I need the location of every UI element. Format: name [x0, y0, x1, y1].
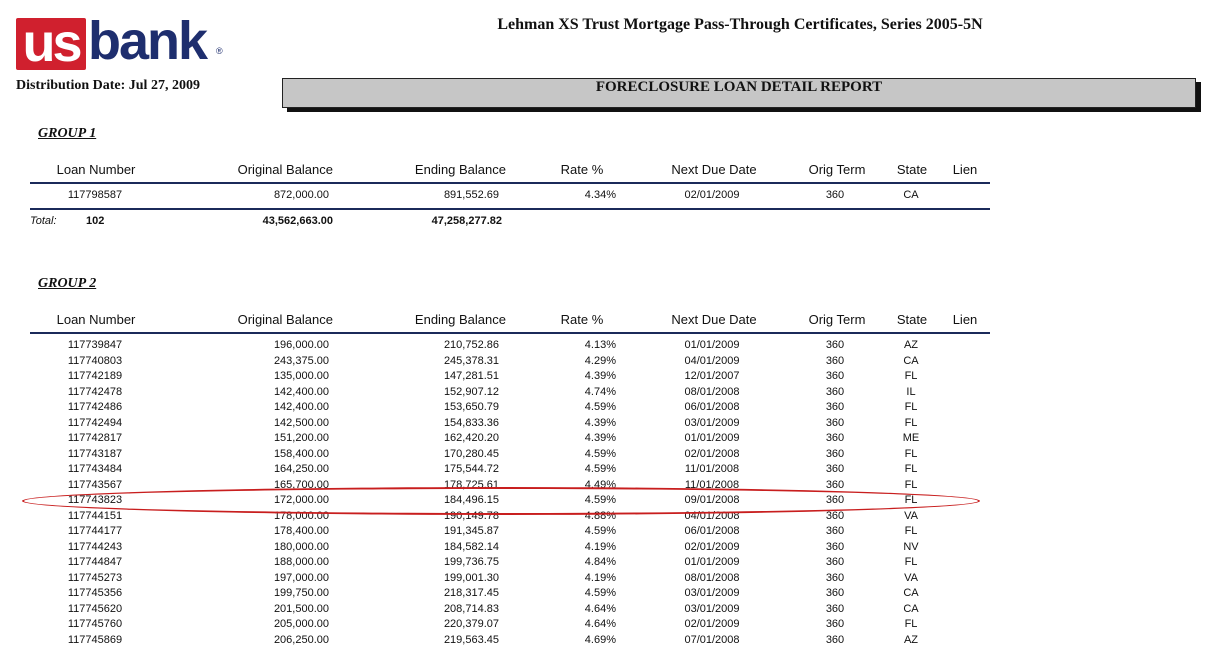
cell-state: CA: [903, 602, 919, 615]
group2-header-rule: [30, 332, 990, 334]
logo-bank-text: bank: [88, 11, 207, 71]
cell-orig-term: 360: [825, 556, 845, 568]
cell-loan-number: 117744177: [67, 525, 123, 537]
cell-ending-balance: 210,752.86: [443, 339, 499, 351]
table-row: [0, 432, 1000, 446]
cell-loan-number: 117745620: [67, 602, 123, 615]
cell-loan-number: 117745869: [67, 633, 123, 646]
cell-next-due-date: 01/01/2009: [684, 339, 740, 351]
table-row: [0, 401, 1000, 415]
cell-orig-term: 360: [825, 540, 845, 553]
cell-state: AZ: [903, 633, 919, 646]
cell-rate: 4.59%: [584, 494, 616, 506]
col-header-original-balance: Original Balance: [237, 162, 333, 177]
cell-state: FL: [904, 447, 918, 460]
cell-original-balance: 205,000.00: [273, 618, 329, 630]
cell-state: FL: [904, 525, 918, 537]
cell-orig-term: 360: [825, 432, 845, 444]
total-original-balance: 43,562,663.00: [262, 215, 333, 227]
cell-next-due-date: 02/01/2009: [684, 189, 740, 201]
cell-rate: 4.39%: [584, 370, 616, 382]
cell-loan-number: 117742817: [67, 432, 123, 444]
col-header-loan-number: Loan Number: [56, 312, 136, 327]
cell-original-balance: 172,000.00: [273, 494, 329, 506]
cell-ending-balance: 191,345.87: [443, 525, 499, 537]
cell-ending-balance: 199,736.75: [443, 556, 499, 568]
usbank-logo: [16, 10, 236, 72]
cell-next-due-date: 12/01/2007: [684, 370, 740, 382]
cell-state: VA: [904, 571, 918, 584]
cell-state: FL: [904, 401, 918, 413]
total-label: Total:: [30, 215, 57, 227]
cell-original-balance: 164,250.00: [273, 463, 329, 475]
total-ending-balance: 47,258,277.82: [431, 215, 502, 227]
distribution-date: Distribution Date: Jul 27, 2009: [16, 78, 200, 93]
cell-ending-balance: 219,563.45: [443, 633, 499, 646]
cell-original-balance: 142,400.00: [273, 401, 329, 413]
cell-orig-term: 360: [825, 385, 845, 398]
table-row: [0, 463, 1000, 477]
cell-state: FL: [904, 556, 918, 568]
cell-rate: 4.19%: [584, 540, 616, 553]
cell-rate: 4.64%: [584, 618, 616, 630]
cell-rate: 4.49%: [584, 478, 616, 491]
cell-next-due-date: 03/01/2009: [684, 587, 740, 599]
cell-rate: 4.64%: [584, 602, 616, 615]
cell-next-due-date: 02/01/2008: [684, 447, 740, 460]
cell-ending-balance: 152,907.12: [443, 385, 499, 398]
cell-orig-term: 360: [825, 602, 845, 615]
cell-state: ME: [902, 432, 920, 444]
cell-loan-number: 117740803: [67, 354, 123, 367]
cell-next-due-date: 02/01/2009: [684, 540, 740, 553]
cell-original-balance: 243,375.00: [273, 354, 329, 367]
report-title: FORECLOSURE LOAN DETAIL REPORT: [595, 79, 883, 95]
cell-state: IL: [906, 385, 916, 398]
cell-loan-number: 117745356: [67, 587, 123, 599]
cell-rate: 4.59%: [584, 587, 616, 599]
cell-loan-number: 117742189: [67, 370, 123, 382]
cell-original-balance: 178,400.00: [273, 525, 329, 537]
col-header-orig-term: Orig Term: [808, 312, 866, 327]
cell-rate: 4.88%: [584, 509, 616, 522]
group1-header-rule: [30, 182, 990, 184]
cell-rate: 4.34%: [584, 189, 616, 201]
cell-next-due-date: 02/01/2009: [684, 618, 740, 630]
cell-next-due-date: 06/01/2008: [684, 525, 740, 537]
cell-next-due-date: 04/01/2009: [684, 354, 740, 367]
table-row: [0, 587, 1000, 601]
table-row: [0, 386, 1000, 400]
cell-rate: 4.39%: [584, 416, 616, 429]
cell-original-balance: 197,000.00: [273, 571, 329, 584]
cell-original-balance: 158,400.00: [273, 447, 329, 460]
cell-ending-balance: 184,582.14: [443, 540, 499, 553]
cell-loan-number: 117739847: [67, 339, 123, 351]
cell-original-balance: 135,000.00: [273, 370, 329, 382]
cell-original-balance: 142,500.00: [273, 416, 329, 429]
cell-orig-term: 360: [825, 189, 845, 201]
col-header-ending-balance: Ending Balance: [414, 162, 506, 177]
cell-rate: 4.84%: [584, 556, 616, 568]
col-header-original-balance: Original Balance: [237, 312, 333, 327]
cell-state: CA: [903, 189, 919, 201]
col-header-next-due-date: Next Due Date: [671, 162, 757, 177]
cell-loan-number: 117742486: [67, 401, 123, 413]
cell-next-due-date: 03/01/2009: [684, 602, 740, 615]
cell-next-due-date: 08/01/2008: [684, 571, 740, 584]
cell-rate: 4.19%: [584, 571, 616, 584]
col-header-state: State: [896, 162, 928, 177]
cell-next-due-date: 11/01/2008: [684, 463, 740, 475]
col-header-lien: Lien: [952, 312, 978, 327]
col-header-orig-term: Orig Term: [808, 162, 866, 177]
cell-orig-term: 360: [825, 354, 845, 367]
cell-state: AZ: [903, 339, 919, 351]
cell-orig-term: 360: [825, 618, 845, 630]
cell-loan-number: 117744243: [67, 540, 123, 553]
document-title: Lehman XS Trust Mortgage Pass-Through Certificates, Series 2005-5N: [497, 16, 983, 33]
cell-next-due-date: 03/01/2009: [684, 416, 740, 429]
group1-total-row: [0, 215, 1000, 229]
cell-state: VA: [904, 509, 918, 522]
cell-orig-term: 360: [825, 478, 845, 491]
cell-next-due-date: 07/01/2008: [684, 633, 740, 646]
cell-original-balance: 188,000.00: [273, 556, 329, 568]
cell-state: FL: [904, 478, 918, 491]
cell-rate: 4.74%: [584, 385, 616, 398]
highlight-ellipse: [22, 487, 980, 515]
cell-ending-balance: 153,650.79: [443, 401, 499, 413]
cell-original-balance: 165,700.00: [273, 478, 329, 491]
table-row: [0, 339, 1000, 353]
cell-orig-term: 360: [825, 494, 845, 506]
group2-column-headers: [0, 312, 1000, 330]
table-row: [0, 448, 1000, 462]
cell-orig-term: 360: [825, 525, 845, 537]
cell-next-due-date: 08/01/2008: [684, 385, 740, 398]
cell-original-balance: 872,000.00: [273, 189, 329, 201]
cell-ending-balance: 147,281.51: [443, 370, 499, 382]
table-row: [0, 618, 1000, 632]
cell-rate: 4.39%: [584, 432, 616, 444]
cell-loan-number: 117743484: [67, 463, 123, 475]
cell-orig-term: 360: [825, 463, 845, 475]
cell-state: FL: [904, 618, 918, 630]
cell-ending-balance: 184,496.15: [443, 494, 499, 506]
table-row: [0, 370, 1000, 384]
cell-ending-balance: 220,379.07: [443, 618, 499, 630]
cell-original-balance: 199,750.00: [273, 587, 329, 599]
cell-orig-term: 360: [825, 509, 845, 522]
logo-us-block: [16, 13, 86, 73]
cell-ending-balance: 199,001.30: [443, 571, 499, 584]
cell-state: CA: [903, 587, 919, 599]
cell-next-due-date: 11/01/2008: [684, 478, 740, 491]
cell-ending-balance: 245,378.31: [443, 354, 499, 367]
cell-state: NV: [903, 540, 919, 553]
logo-us-text: us: [22, 13, 80, 73]
cell-loan-number: 117745273: [67, 571, 123, 584]
cell-loan-number: 117743187: [67, 447, 123, 460]
col-header-rate: Rate %: [560, 312, 604, 327]
cell-original-balance: 151,200.00: [273, 432, 329, 444]
cell-rate: 4.59%: [584, 447, 616, 460]
cell-next-due-date: 06/01/2008: [684, 401, 740, 413]
cell-state: FL: [904, 416, 918, 429]
table-row: [0, 189, 1000, 203]
col-header-ending-balance: Ending Balance: [414, 312, 506, 327]
cell-orig-term: 360: [825, 571, 845, 584]
col-header-state: State: [896, 312, 928, 327]
cell-ending-balance: 208,714.83: [443, 602, 499, 615]
cell-loan-number: 117743567: [67, 478, 123, 491]
cell-next-due-date: 01/01/2009: [684, 556, 740, 568]
table-row: [0, 541, 1000, 555]
cell-rate: 4.13%: [584, 339, 616, 351]
cell-state: FL: [904, 494, 918, 506]
cell-rate: 4.69%: [584, 633, 616, 646]
cell-state: CA: [903, 354, 919, 367]
cell-original-balance: 201,500.00: [273, 602, 329, 615]
cell-rate: 4.59%: [584, 401, 616, 413]
group1-total-rule: [30, 208, 990, 210]
cell-rate: 4.59%: [584, 463, 616, 475]
cell-state: FL: [904, 463, 918, 475]
table-row: [0, 417, 1000, 431]
cell-ending-balance: 190,149.78: [443, 509, 499, 522]
cell-orig-term: 360: [825, 401, 845, 413]
group2-heading: GROUP 2: [38, 276, 97, 291]
cell-rate: 4.29%: [584, 354, 616, 367]
cell-loan-number: 117745760: [67, 618, 123, 630]
cell-next-due-date: 04/01/2008: [684, 509, 740, 522]
total-count: 102: [86, 215, 105, 227]
cell-ending-balance: 175,544.72: [443, 463, 499, 475]
cell-rate: 4.59%: [584, 525, 616, 537]
cell-loan-number: 117744151: [67, 509, 123, 522]
cell-ending-balance: 178,725.61: [443, 478, 499, 491]
cell-orig-term: 360: [825, 587, 845, 599]
cell-loan-number: 117742478: [67, 385, 123, 398]
cell-orig-term: 360: [825, 447, 845, 460]
col-header-lien: Lien: [952, 162, 978, 177]
cell-state: FL: [904, 370, 918, 382]
cell-loan-number: 117744847: [67, 556, 123, 568]
table-row: [0, 355, 1000, 369]
table-row: [0, 634, 1000, 648]
cell-ending-balance: 170,280.45: [443, 447, 499, 460]
group1-column-headers: [0, 162, 1000, 180]
col-header-rate: Rate %: [560, 162, 604, 177]
table-row: [0, 525, 1000, 539]
cell-loan-number: 117743823: [67, 494, 123, 506]
cell-orig-term: 360: [825, 339, 845, 351]
col-header-next-due-date: Next Due Date: [671, 312, 757, 327]
cell-original-balance: 142,400.00: [273, 385, 329, 398]
cell-orig-term: 360: [825, 370, 845, 382]
cell-next-due-date: 09/01/2008: [684, 494, 740, 506]
group1-heading: GROUP 1: [38, 126, 97, 141]
cell-loan-number: 117742494: [67, 416, 123, 429]
col-header-loan-number: Loan Number: [56, 162, 136, 177]
cell-ending-balance: 154,833.36: [443, 416, 499, 429]
table-row: [0, 603, 1000, 617]
cell-original-balance: 206,250.00: [273, 633, 329, 646]
cell-original-balance: 196,000.00: [273, 339, 329, 351]
table-row: [0, 556, 1000, 570]
cell-original-balance: 178,000.00: [273, 509, 329, 522]
table-row: [0, 572, 1000, 586]
cell-ending-balance: 162,420.20: [443, 432, 499, 444]
cell-orig-term: 360: [825, 416, 845, 429]
logo-registered-mark: ®: [216, 46, 223, 56]
cell-ending-balance: 891,552.69: [443, 189, 499, 201]
cell-ending-balance: 218,317.45: [443, 587, 499, 599]
cell-loan-number: 117798587: [67, 189, 123, 201]
report-title-banner: [282, 78, 1196, 108]
cell-orig-term: 360: [825, 633, 845, 646]
cell-next-due-date: 01/01/2009: [684, 432, 740, 444]
cell-original-balance: 180,000.00: [273, 540, 329, 553]
